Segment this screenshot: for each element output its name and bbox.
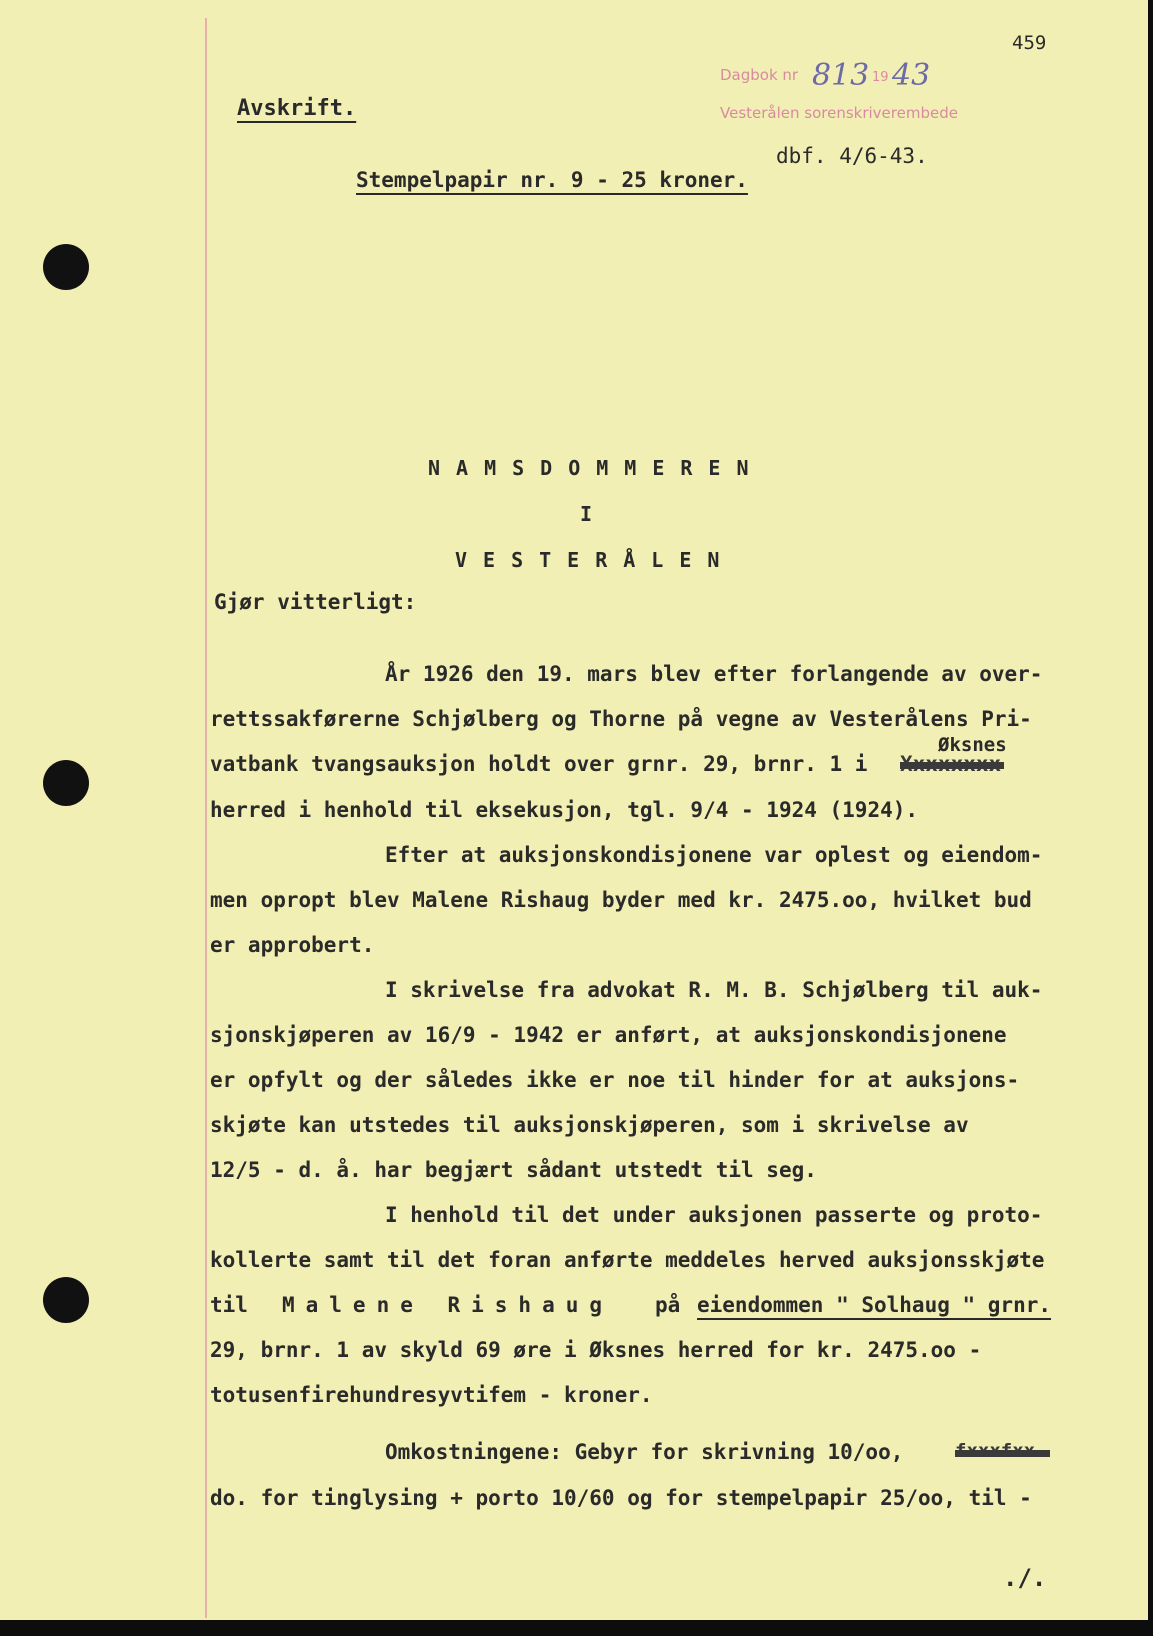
property-name: eiendommen " Solhaug " grnr. (697, 1293, 1052, 1317)
strike-through-2 (955, 1450, 1050, 1457)
page-number: 459 (1012, 32, 1047, 54)
body-line-3: vatbank tvangsauksjon holdt over grnr. 29, brnr. 1 i (210, 752, 868, 776)
body-line-15-start: til (210, 1293, 248, 1317)
dbf-line: dbf. 4/6-43. (776, 144, 928, 168)
body-line-4: herred i henhold til eksekusjon, tgl. 9/4 - 1924 (1924). (210, 798, 919, 822)
body-line-8: I skrivelse fra advokat R. M. B. Schjølberg til auk- (385, 978, 1043, 1002)
body-line-10: er opfylt og der således ikke er noe til hinder for at auksjons- (210, 1068, 1020, 1092)
body-line-9: sjonskjøperen av 16/9 - 1942 er anført, at auksjonskondisjonene (210, 1023, 1007, 1047)
body-line-1: År 1926 den 19. mars blev efter forlangende av over- (385, 662, 1043, 686)
stempelpapir-line: Stempelpapir nr. 9 - 25 kroner. (356, 168, 748, 192)
body-line-6: men opropt blev Malene Rishaug byder med kr. 2475.oo, hvilket bud (210, 888, 1032, 912)
margin-line (205, 18, 207, 1618)
body-line-5: Efter at auksjonskondisjonene var oplest og eiendom- (385, 843, 1043, 867)
body-line-17: totusenfirehundresyvtifem - kroner. (210, 1383, 653, 1407)
body-line-16: 29, brnr. 1 av skyld 69 øre i Øksnes herred for kr. 2475.oo - (210, 1338, 982, 1362)
punch-hole (43, 760, 89, 806)
body-line-15-mid: på (655, 1293, 681, 1317)
body-line-7: er approbert. (210, 933, 375, 957)
buyer-name: Malene Rishaug (282, 1293, 614, 1317)
strike-through (900, 762, 1004, 769)
heading-line-2: I (580, 502, 593, 526)
stamp-year: 43 (892, 58, 931, 93)
body-line-19: do. for tinglysing + porto 10/60 og for stempelpapir 25/oo, til - (210, 1486, 1032, 1510)
gjor-vitterligt: Gjør vitterligt: (214, 590, 417, 614)
heading-line-3: VESTERÅLEN (455, 548, 736, 572)
document-title: Avskrift. (237, 96, 357, 121)
body-line-11: skjøte kan utstedes til auksjonskjøperen, som i skrivelse av (210, 1113, 969, 1137)
body-line-18: Omkostningene: Gebyr for skrivning 10/oo, (385, 1440, 904, 1464)
punch-hole (43, 1277, 89, 1323)
stamp-number: 813 (812, 58, 870, 93)
body-line-2: rettssakførerne Schjølberg og Thorne på vegne av Vesterålens Pri- (210, 707, 1032, 731)
stamp-label: Dagbok nr (720, 66, 799, 84)
punch-hole (43, 244, 89, 290)
body-line-13: I henhold til det under auksjonen passerte og proto- (385, 1203, 1043, 1227)
heading-line-1: NAMSDOMMEREN (428, 456, 765, 480)
stamp-year-label: 19 (872, 70, 889, 85)
body-line-12: 12/5 - d. å. har begjært sådant utstedt til seg. (210, 1158, 817, 1182)
stamp-office: Vesterålen sorenskriverembede (720, 104, 958, 122)
inserted-word: Øksnes (938, 734, 1007, 756)
continuation-mark: ./. (1003, 1564, 1047, 1592)
body-line-14: kollerte samt til det foran anførte meddeles herved auksjonsskjøte (210, 1248, 1045, 1272)
